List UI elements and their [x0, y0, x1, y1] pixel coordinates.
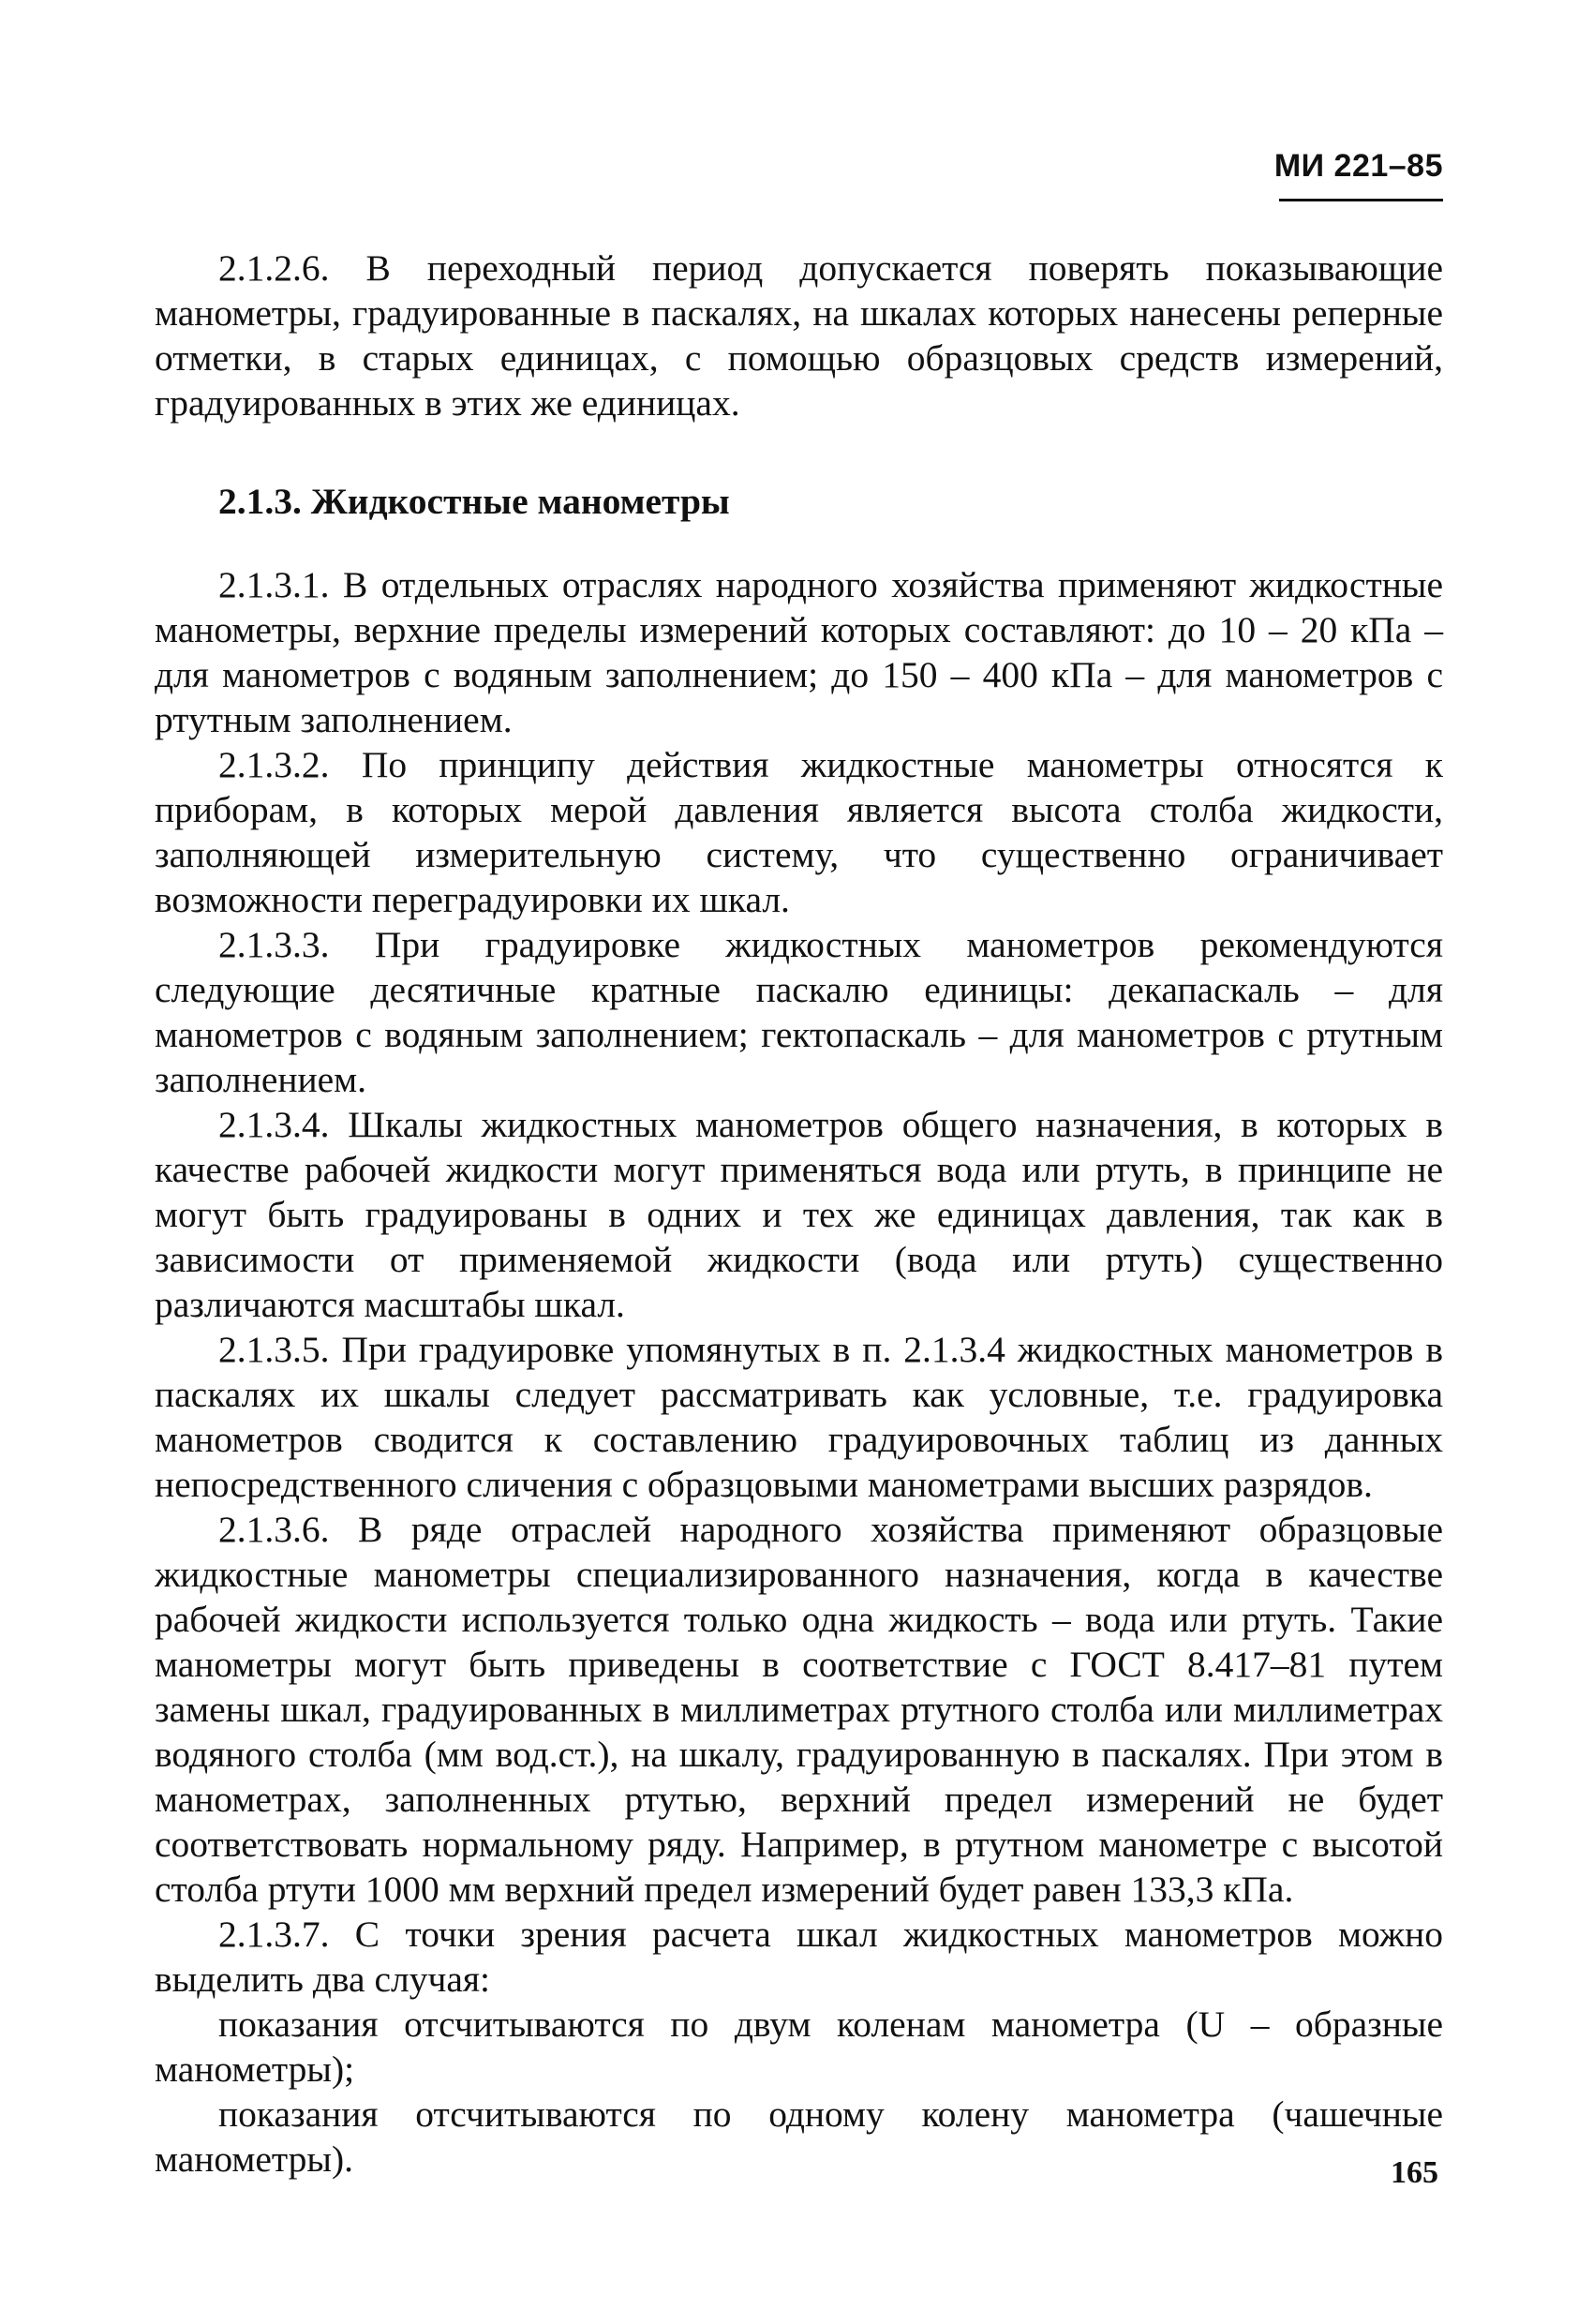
document-code: МИ 221–85 — [1273, 148, 1443, 184]
list-item-case-1: показания отсчитываются по двум коленам манометра (U – образные манометры); — [155, 2004, 1443, 2090]
document-body — [155, 246, 1443, 2182]
paragraph-2-1-3-6: 2.1.3.6. В ряде отраслей народного хозяйства применяют образцовые жидкостные манометры специализированного назначения, когда в качестве рабочей жидкости используется только одна жидкость – вода или ртуть. Такие манометры могут быть приведены в соответствие с ГОСТ 8.417–81 путем замены шкал, градуированных в миллиметрах ртутного столба или миллиметрах водяного столба (мм вод.ст.), на шкалу, градуированную в паскалях. При этом в манометрах, заполненных ртутью, верхний предел измерений не будет соответствовать нормальному ряду. Например, в ртутном манометре с высотой столба ртути 1000 мм верхний предел измерений будет равен 133,3 кПа. — [155, 1509, 1443, 1910]
paragraph-2-1-3-5: 2.1.3.5. При градуировке упомянутых в п. 2.1.3.4 жидкостных манометров в паскалях их шкалы следует рассматривать как условные, т.е. градуировка манометров сводится к составлению градуировочных таблиц из данных непосредственного сличения с образцовыми манометрами высших разрядов. — [155, 1329, 1443, 1505]
list-item-case-2: показания отсчитываются по одному колену манометра (чашечные манометры). — [155, 2093, 1443, 2180]
paragraph-2-1-3-2: 2.1.3.2. По принципу действия жидкостные манометры относятся к приборам, в которых мерой давления является высота столба жидкости, заполняющей измерительную систему, что существенно ограничивает возможности переградуировки их шкал. — [155, 744, 1443, 920]
paragraph-2-1-3-4: 2.1.3.4. Шкалы жидкостных манометров общего назначения, в которых в качестве рабочей жидкости могут применяться вода или ртуть, в принципе не могут быть градуированы в одних и тех же единицах давления, так как в зависимости от применяемой жидкости (вода или ртуть) существенно различаются масштабы шкал. — [155, 1104, 1443, 1325]
paragraph-2-1-3-7: 2.1.3.7. С точки зрения расчета шкал жидкостных манометров можно выделить два случая: — [155, 1914, 1443, 2000]
paragraph-2-1-2-6: 2.1.2.6. В переходный период допускается поверять показывающие манометры, градуированные в паскалях, на шкалах которых нанесены реперные отметки, в старых единицах, с помощью образцовых средств измерений, градуированных в этих же единицах. — [155, 247, 1443, 424]
paragraph-2-1-3-3: 2.1.3.3. При градуировке жидкостных манометров рекомендуются следующие десятичные кратные паскалю единицы: декапаскаль – для манометров с водяным заполнением; гектопаскаль – для манометров с ртутным заполнением. — [155, 924, 1443, 1100]
paragraph-2-1-3-1: 2.1.3.1. В отдельных отраслях народного хозяйства применяют жидкостные манометры, верхние пределы измерений которых составляют: до 10 – 20 кПа – для манометров с водяным заполнением; до 150 – 400 кПа – для манометров с ртутным заполнением. — [155, 564, 1443, 740]
section-heading-2-1-3: 2.1.3. Жидкостные манометры — [218, 481, 730, 522]
page-number: 165 — [1391, 2155, 1438, 2190]
header-rule — [1279, 199, 1443, 201]
